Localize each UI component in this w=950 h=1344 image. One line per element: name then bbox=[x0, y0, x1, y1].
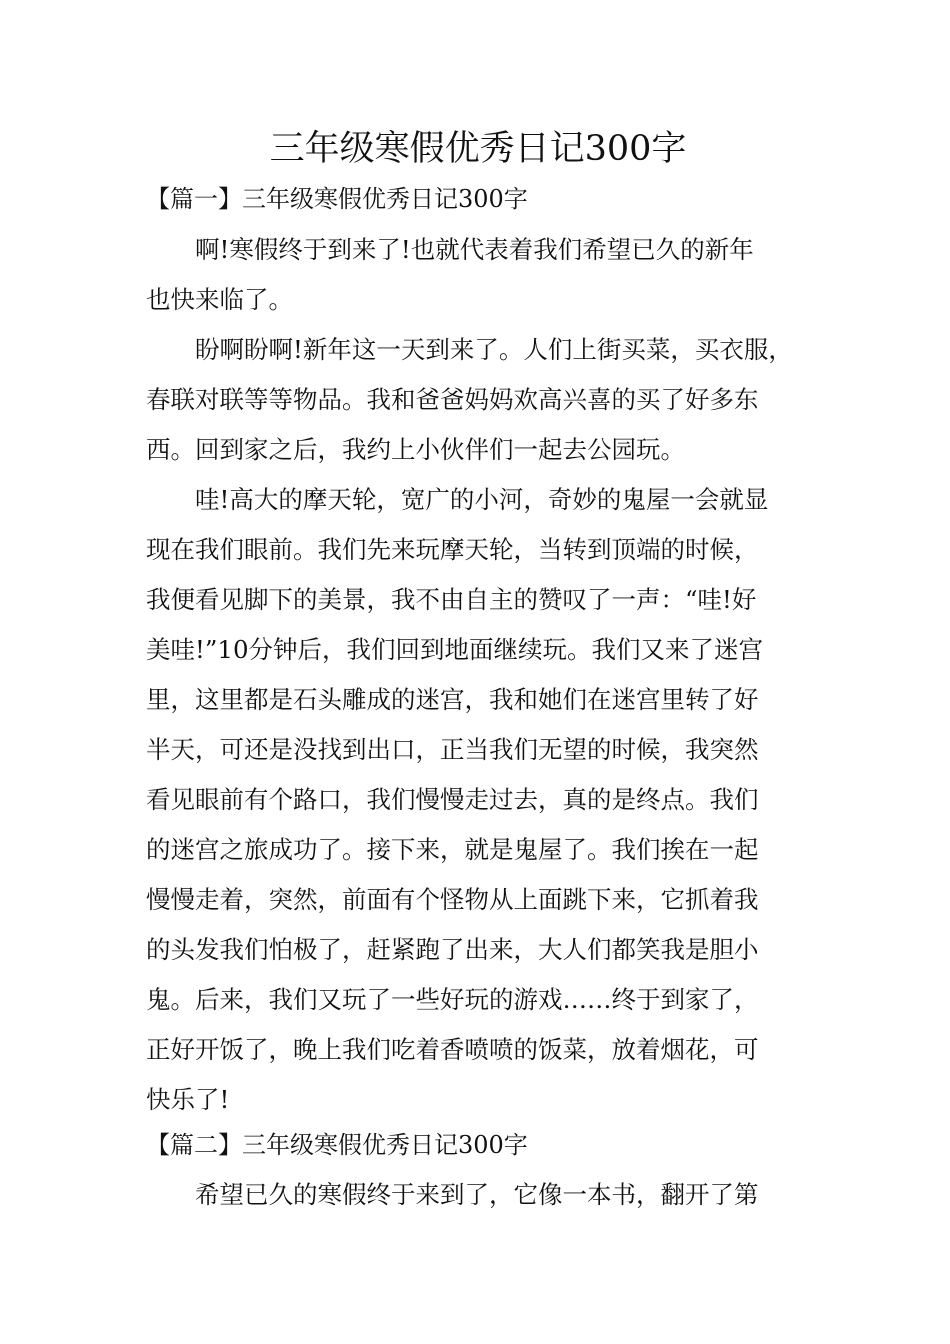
paragraph-2 bbox=[146, 325, 810, 475]
paragraph-line: 哇!高大的摩天轮，宽广的小河，奇妙的鬼屋一会就显 bbox=[195, 485, 769, 514]
document-title: 三年级寒假优秀日记300字 bbox=[269, 129, 687, 169]
section-heading-1: 【篇一】三年级寒假优秀日记300字 bbox=[146, 185, 528, 213]
paragraph-line: 慢慢走着，突然，前面有个怪物从上面跳下来，它抓着我 bbox=[146, 885, 759, 914]
paragraph-line: 美哇!”10分钟后，我们回到地面继续玩。我们又来了迷宫 bbox=[146, 635, 764, 664]
paragraph-line: 鬼。后来，我们又玩了一些好玩的游戏……终于到家了， bbox=[146, 985, 759, 1014]
paragraph-4 bbox=[146, 1170, 810, 1220]
paragraph-1 bbox=[146, 225, 810, 325]
paragraph-line: 也快来临了。 bbox=[146, 285, 293, 314]
paragraph-line: 啊!寒假终于到来了!也就代表着我们希望已久的新年 bbox=[195, 235, 754, 264]
paragraph-line: 看见眼前有个路口，我们慢慢走过去，真的是终点。我们 bbox=[146, 785, 759, 814]
section-heading-2: 【篇二】三年级寒假优秀日记300字 bbox=[146, 1131, 528, 1159]
paragraph-line: 盼啊盼啊!新年这一天到来了。人们上街买菜，买衣服， bbox=[195, 335, 793, 364]
paragraph-line: 半天，可还是没找到出口，正当我们无望的时候，我突然 bbox=[146, 735, 759, 764]
paragraph-line: 西。回到家之后，我约上小伙伴们一起去公园玩。 bbox=[146, 435, 685, 464]
paragraph-line: 的迷宫之旅成功了。接下来，就是鬼屋了。我们挨在一起 bbox=[146, 835, 759, 864]
paragraph-line: 正好开饭了，晚上我们吃着香喷喷的饭菜，放着烟花，可 bbox=[146, 1035, 759, 1064]
paragraph-line: 的头发我们怕极了，赶紧跑了出来，大人们都笑我是胆小 bbox=[146, 935, 759, 964]
paragraph-line: 我便看见脚下的美景，我不由自主的赞叹了一声：“哇!好 bbox=[146, 585, 757, 614]
paragraph-line: 快乐了! bbox=[146, 1085, 230, 1114]
paragraph-line: 希望已久的寒假终于来到了，它像一本书，翻开了第 bbox=[195, 1180, 759, 1209]
paragraph-line: 里，这里都是石头雕成的迷宫，我和她们在迷宫里转了好 bbox=[146, 685, 759, 714]
paragraph-3 bbox=[146, 475, 810, 1125]
paragraph-line: 春联对联等等物品。我和爸爸妈妈欢高兴喜的买了好多东 bbox=[146, 385, 759, 414]
paragraph-line: 现在我们眼前。我们先来玩摩天轮，当转到顶端的时候， bbox=[146, 535, 759, 564]
